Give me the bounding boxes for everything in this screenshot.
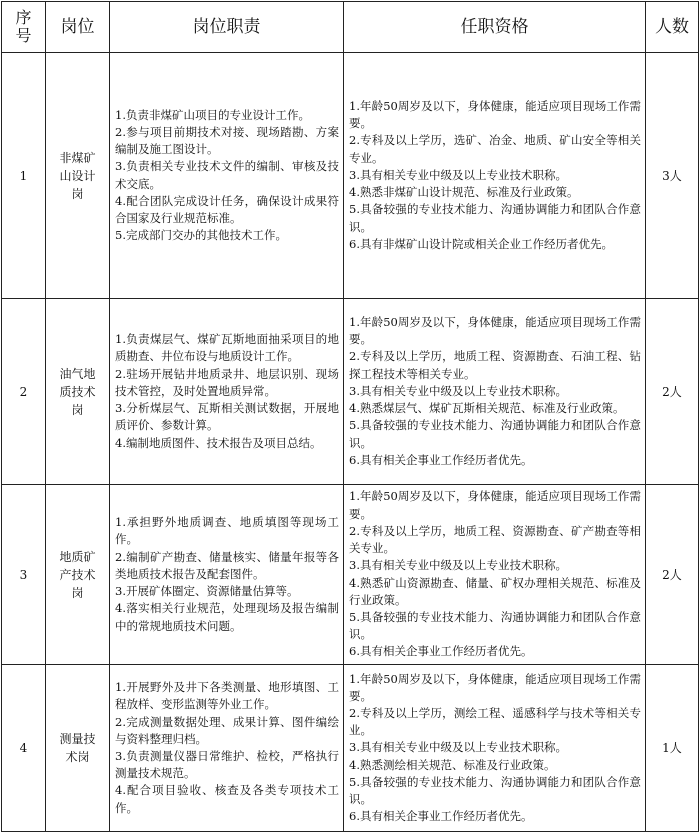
row-qualifications bbox=[344, 485, 646, 665]
row-position: 地质矿产技术岗 bbox=[46, 485, 110, 665]
header-qualifications: 任职资格 bbox=[344, 2, 646, 53]
qualification-line: 5.具备较强的专业技术能力、沟通协调能力和团队合作意识。 bbox=[349, 202, 641, 234]
qualification-line: 1.年龄50周岁及以下，身体健康，能适应项目现场工作需要。 bbox=[349, 315, 641, 347]
table-row bbox=[2, 665, 699, 832]
row-qualifications bbox=[344, 299, 646, 485]
duty-line: 2.编制矿产勘查、储量核实、储量年报等各类地质技术报告及配套图件。 bbox=[115, 549, 339, 581]
qualification-line: 2.专科及以上学历，测绘工程、遥感科学与技术等相关专业。 bbox=[349, 705, 641, 738]
row-count: 3人 bbox=[646, 53, 699, 299]
row-count: 2人 bbox=[646, 485, 699, 665]
row-duties bbox=[110, 665, 344, 832]
qualification-line: 3.具有相关专业中级及以上专业技术职称。 bbox=[349, 558, 567, 573]
duty-line: 2.参与项目前期技术对接、现场踏勘、方案编制及施工图设计。 bbox=[115, 124, 339, 157]
qualification-line: 4.熟悉矿山资源勘查、储量、矿权办理相关规范、标准及行业政策。 bbox=[349, 575, 641, 607]
table-row bbox=[2, 53, 699, 299]
duty-line: 3.开展矿体圈定、资源储量估算等。 bbox=[115, 584, 299, 599]
duty-line: 3.负责相关专业技术文件的编制、审核及技术交底。 bbox=[115, 159, 339, 191]
qualification-line: 4.熟悉测绘相关规范、标准及行业政策。 bbox=[349, 757, 556, 772]
qualification-line: 2.专科及以上学历，选矿、冶金、地质、矿山安全等相关专业。 bbox=[349, 133, 641, 165]
qualification-line: 5.具备较强的专业技术能力、沟通协调能力和团队合作意识。 bbox=[349, 418, 641, 450]
qualification-line: 6.具有非煤矿山设计院或相关企业工作经历者优先。 bbox=[349, 236, 613, 251]
qualification-line: 3.具有相关专业中级及以上专业技术职称。 bbox=[349, 740, 567, 755]
qualification-line: 5.具备较强的专业技术能力、沟通协调能力和团队合作意识。 bbox=[349, 774, 641, 806]
row-count: 1人 bbox=[646, 665, 699, 832]
qualification-line: 5.具备较强的专业技术能力、沟通协调能力和团队合作意识。 bbox=[349, 609, 641, 642]
duty-line: 4.配合项目验收、核查及各类专项技术工作。 bbox=[115, 783, 339, 815]
duty-line: 1.承担野外地质调查、地质填图等现场工作。 bbox=[115, 515, 339, 547]
qualification-line: 6.具有相关企事业工作经历者优先。 bbox=[349, 452, 533, 467]
duty-line: 4.落实相关行业规范，处理现场及报告编制中的常规地质技术问题。 bbox=[115, 601, 339, 633]
qualification-line: 6.具有相关企事业工作经历者优先。 bbox=[349, 809, 533, 824]
duty-line: 1.负责煤层气、煤矿瓦斯地面抽采项目的地质勘查、井位布设与地质设计工作。 bbox=[115, 332, 339, 364]
qualification-line: 2.专科及以上学历，地质工程、资源勘查、石油工程、钻探工程技术等相关专业。 bbox=[349, 349, 641, 381]
row-duties bbox=[110, 299, 344, 485]
qualification-line: 6.具有相关企事业工作经历者优先。 bbox=[349, 644, 533, 659]
duty-line: 2.驻场开展钻井地质录井、地层识别、现场技术管控，及时处置地质异常。 bbox=[115, 366, 339, 398]
header-row bbox=[2, 2, 699, 53]
duty-line: 3.负责测量仪器日常维护、检校，严格执行测量技术规范。 bbox=[115, 749, 339, 781]
qualification-line: 1.年龄50周岁及以下，身体健康，能适应项目现场工作需要。 bbox=[349, 671, 641, 703]
qualification-line: 4.熟悉非煤矿山设计规范、标准及行业政策。 bbox=[349, 185, 579, 200]
row-num: 1 bbox=[2, 53, 46, 299]
row-num: 3 bbox=[2, 485, 46, 665]
header-position: 岗位 bbox=[46, 2, 110, 53]
qualification-line: 3.具有相关专业中级及以上专业技术职称。 bbox=[349, 383, 567, 398]
header-duties: 岗位职责 bbox=[110, 2, 344, 53]
row-position: 油气地质技术岗 bbox=[46, 299, 110, 485]
row-duties bbox=[110, 53, 344, 299]
row-duties bbox=[110, 485, 344, 665]
duty-line: 5.完成部门交办的其他技术工作。 bbox=[115, 228, 287, 243]
table-row bbox=[2, 485, 699, 665]
qualification-line: 1.年龄50周岁及以下，身体健康，能适应项目现场工作需要。 bbox=[349, 489, 641, 521]
row-qualifications bbox=[344, 665, 646, 832]
row-position: 非煤矿山设计岗 bbox=[46, 53, 110, 299]
duty-line: 4.配合团队完成设计任务，确保设计成果符合国家及行业规范标准。 bbox=[115, 193, 339, 225]
table-row bbox=[2, 299, 699, 485]
qualification-line: 1.年龄50周岁及以下，身体健康，能适应项目现场工作需要。 bbox=[349, 99, 641, 131]
duty-line: 4.编制地质图件、技术报告及项目总结。 bbox=[115, 435, 322, 450]
duty-line: 1.负责非煤矿山项目的专业设计工作。 bbox=[115, 107, 310, 122]
duty-line: 3.分析煤层气、瓦斯相关测试数据，开展地质评价、参数计算。 bbox=[115, 401, 339, 433]
qualification-line: 3.具有相关专业中级及以上专业技术职称。 bbox=[349, 167, 567, 182]
row-position: 测量技术岗 bbox=[46, 665, 110, 832]
qualification-line: 4.熟悉煤层气、煤矿瓦斯相关规范、标准及行业政策。 bbox=[349, 401, 625, 416]
row-count: 2人 bbox=[646, 299, 699, 485]
header-num: 序号 bbox=[2, 2, 46, 53]
qualification-line: 2.专科及以上学历，地质工程、资源勘查、矿产勘查等相关专业。 bbox=[349, 523, 641, 556]
row-num: 4 bbox=[2, 665, 46, 832]
duty-line: 2.完成测量数据处理、成果计算、图件编绘与资料整理归档。 bbox=[115, 714, 339, 746]
row-num: 2 bbox=[2, 299, 46, 485]
duty-line: 1.开展野外及井下各类测量、地形填图、工程放样、变形监测等外业工作。 bbox=[115, 680, 339, 712]
row-qualifications bbox=[344, 53, 646, 299]
recruitment-table bbox=[1, 1, 699, 832]
header-count: 人数 bbox=[646, 2, 699, 53]
